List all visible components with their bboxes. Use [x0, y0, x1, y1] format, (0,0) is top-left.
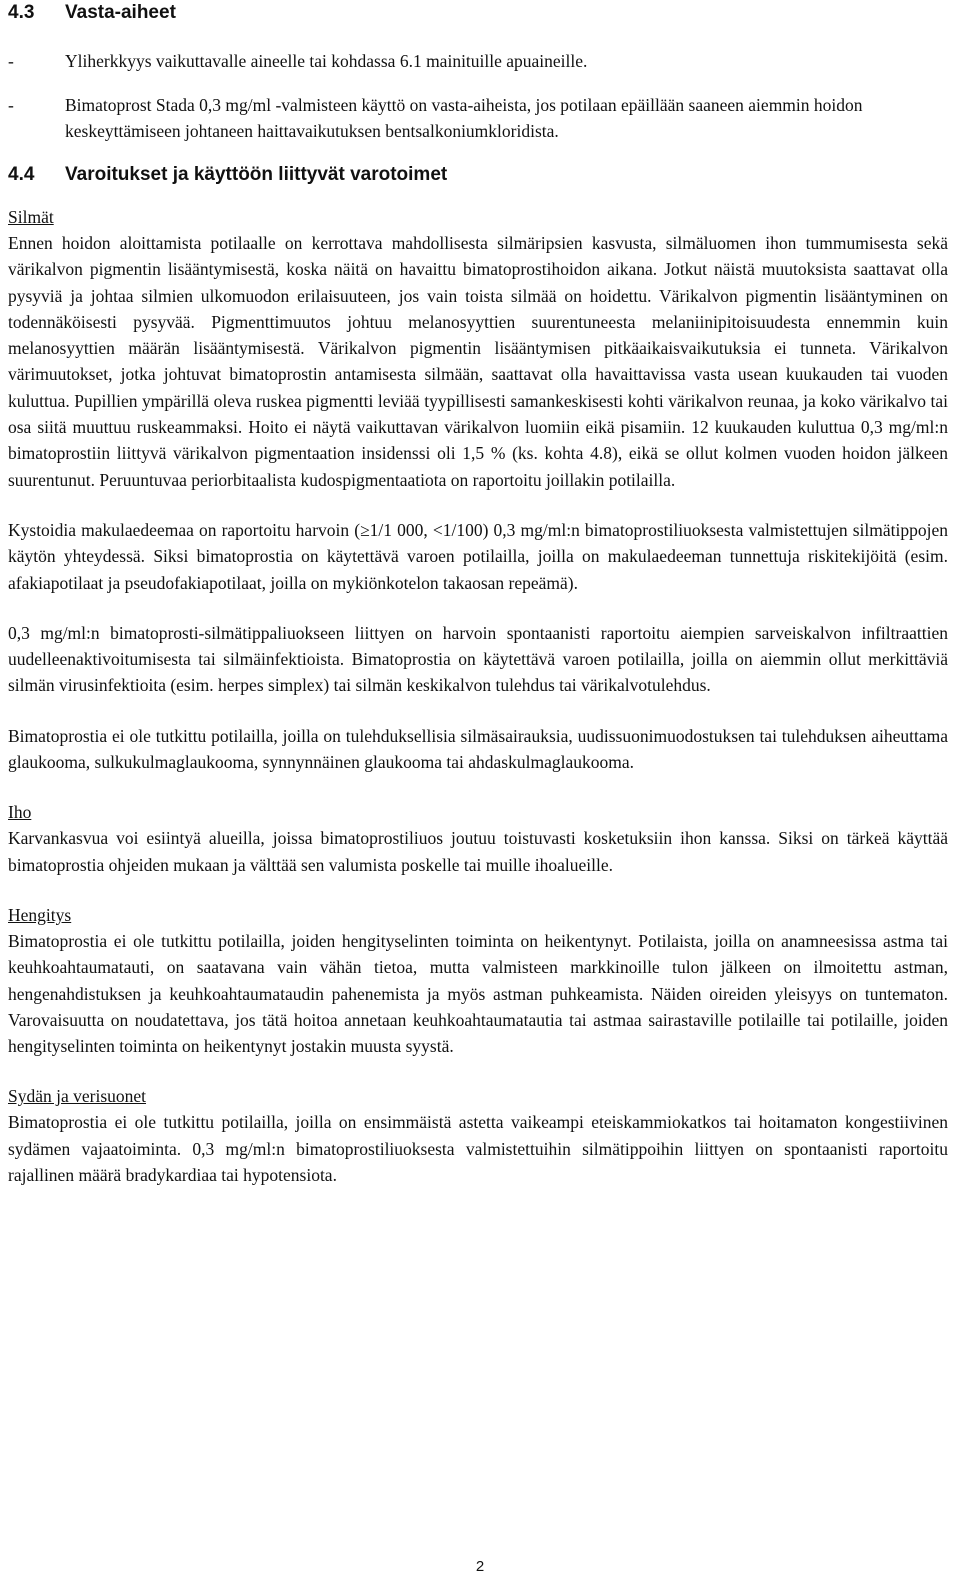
- list-item: [8, 92, 948, 144]
- paragraph-iho-1: Karvankasvua voi esiintyä alueilla, joissa bimatoprostiliuos joutuu toistuvasti kosketuksiin ihon kanssa. Siksi on tärkeä käyttää bimatoprostia ohjeiden mukaan ja välttää sen valumista poskelle tai muille ihoalueille.: [8, 828, 948, 875]
- document-page: [8, 0, 948, 1188]
- contraindications-list: [8, 48, 948, 144]
- list-item-text: Yliherkkyys vaikuttavalle aineelle tai kohdassa 6.1 mainituille apuaineille.: [65, 51, 588, 71]
- subheading-hengitys: Hengitys: [8, 904, 72, 925]
- section-title: Vasta-aiheet: [65, 2, 176, 23]
- subheading-silmat: Silmät: [8, 207, 54, 227]
- list-item: [8, 48, 948, 74]
- paragraph-sydan-1: Bimatoprostia ei ole tutkittu potilailla, joilla on ensimmäistä astetta vaikeampi eteiskammiokatkos tai hoitamaton kongestiivinen sydämen vajaatoiminta. 0,3 mg/ml:n bimatoprostiliuoksesta valmistettuihin silmätippoihin liittyen on spontaanisti raportoitu rajallinen määrä bradykardiaa tai hypotensiota.: [8, 1112, 948, 1186]
- subheading-sydan: Sydän ja verisuonet: [8, 1086, 147, 1107]
- section-number: 4.3: [8, 2, 35, 23]
- paragraph-silmat-3: 0,3 mg/ml:n bimatoprosti-silmätippaliuokseen liittyen on harvoin spontaanisti raportoitu aiempien sarveiskalvon infiltraattien uudelleenaktivoitumisesta tai silmäinfektioista. Bimatoprostia on käytettävä varoen potilailla, joilla on aiemmin ollut merkittäviä silmän virusinfektioita (esim. herpes simplex) tai silmän keskikalvon tulehdus tai värikalvotulehdus.: [8, 622, 948, 696]
- section-heading-4-3: [8, 0, 948, 26]
- list-item-text: Bimatoprost Stada 0,3 mg/ml -valmisteen käyttö on vasta-aiheista, jos potilaan epäillään saaneen aiemmin hoidon keskeyttämiseen johtaneen haittavaikutuksen bentsalkoniumkloridista.: [65, 95, 863, 141]
- section-title: Varoitukset ja käyttöön liittyvät varotoimet: [65, 164, 448, 185]
- bullet-dash: -: [8, 95, 14, 115]
- paragraph-silmat-2: Kystoidia makulaedeemaa on raportoitu harvoin (≥1/1 000, <1/100) 0,3 mg/ml:n bimatoprostiliuoksesta valmistettujen silmätippojen käytön yhteydessä. Siksi bimatoprostia on käytettävä varoen potilailla, joilla on makulaedeeman tunnettuja riskitekijöitä (esim. afakiapotilaat ja pseudofakiapotilaat, joilla on mykiönkotelon takaosan repeämä).: [8, 519, 948, 593]
- subheading-iho: Iho: [8, 802, 32, 823]
- section-heading-4-4: [8, 162, 948, 188]
- paragraph-silmat-4: Bimatoprostia ei ole tutkittu potilailla, joilla on tulehduksellisia silmäsairauksia, uudissuonimuodostuksen tai tulehduksen aiheuttama glaukooma, sulkukulmaglaukooma, synnynnäinen glaukooma tai ahdaskulmaglaukooma.: [8, 725, 948, 773]
- paragraph-silmat-1: Ennen hoidon aloittamista potilaalle on kerrottava mahdollisesta silmäripsien kasvusta, silmäluomen ihon tummumisesta sekä värikalvon pigmentin lisääntymisestä, koska näitä on havaittu bimatoprostihoidon aikana. Jotkut näistä muutoksista saattavat olla pysyviä ja johtaa silmien ulkomuodon erilaisuuteen, jos vain toista silmää on hoidettu. Värikalvon pigmentin lisääntyminen on todennäköisesti pysyvää. Pigmenttimuutos johtuu melanosyyttien suurentuneesta melaniinipitoisuudesta ennemmin kuin melanosyyttien määrän lisääntymisestä. Värikalvon pigmentin lisääntymisen pitkäaikaisvaikutuksia ei tunneta. Värikalvon värimuutokset, jotka johtuvat bimatoprostin antamisesta silmään, saattavat olla havaittavissa vasta usean kuukauden tai vuoden kuluttua. Pupillien ympärillä oleva ruskea pigmentti leviää tyypillisesti samankeskisesti kohti värikalvon reunaa, ja koko värikalvo tai osa siitä muuttuu ruskeammaksi. Hoito ei näytä vaikuttavan värikalvon luomiin eikä pisamiin. 12 kuukauden kuluttua 0,3 mg/ml:n bimatoprostiin liittyvä värikalvon pigmentaation insidenssi oli 1,5 % (ks. kohta 4.8), eikä se ollut kolmen vuoden hoidon jälkeen suurentunut. Peruuntuvaa periorbitaalista kudospigmentaatiota on raportoitu joillakin potilailla.: [8, 233, 948, 490]
- page-number: 2: [475, 1558, 485, 1575]
- paragraph-hengitys-1: Bimatoprostia ei ole tutkittu potilailla, joiden hengityselinten toiminta on heikentynyt. Potilaista, joilla on anamneesissa astma tai keuhkoahtaumatauti, on saatavana vain vähän tietoa, mutta valmisteen markkinoille tulon jälkeen on ilmoitettu astman, hengenahdistuksen ja keuhkoahtaumataudin pahenemista ja myös astman puhkeamista. Näiden oireiden yleisyys on tuntematon. Varovaisuutta on noudatettava, jos tätä hoitoa annetaan keuhkoahtaumatautia tai astmaa sairastaville potilaille tai potilaille, joiden hengityselinten toiminta on heikentynyt jostakin muusta syystä.: [8, 930, 948, 1057]
- bullet-dash: -: [8, 51, 14, 71]
- section-number: 4.4: [8, 164, 35, 185]
